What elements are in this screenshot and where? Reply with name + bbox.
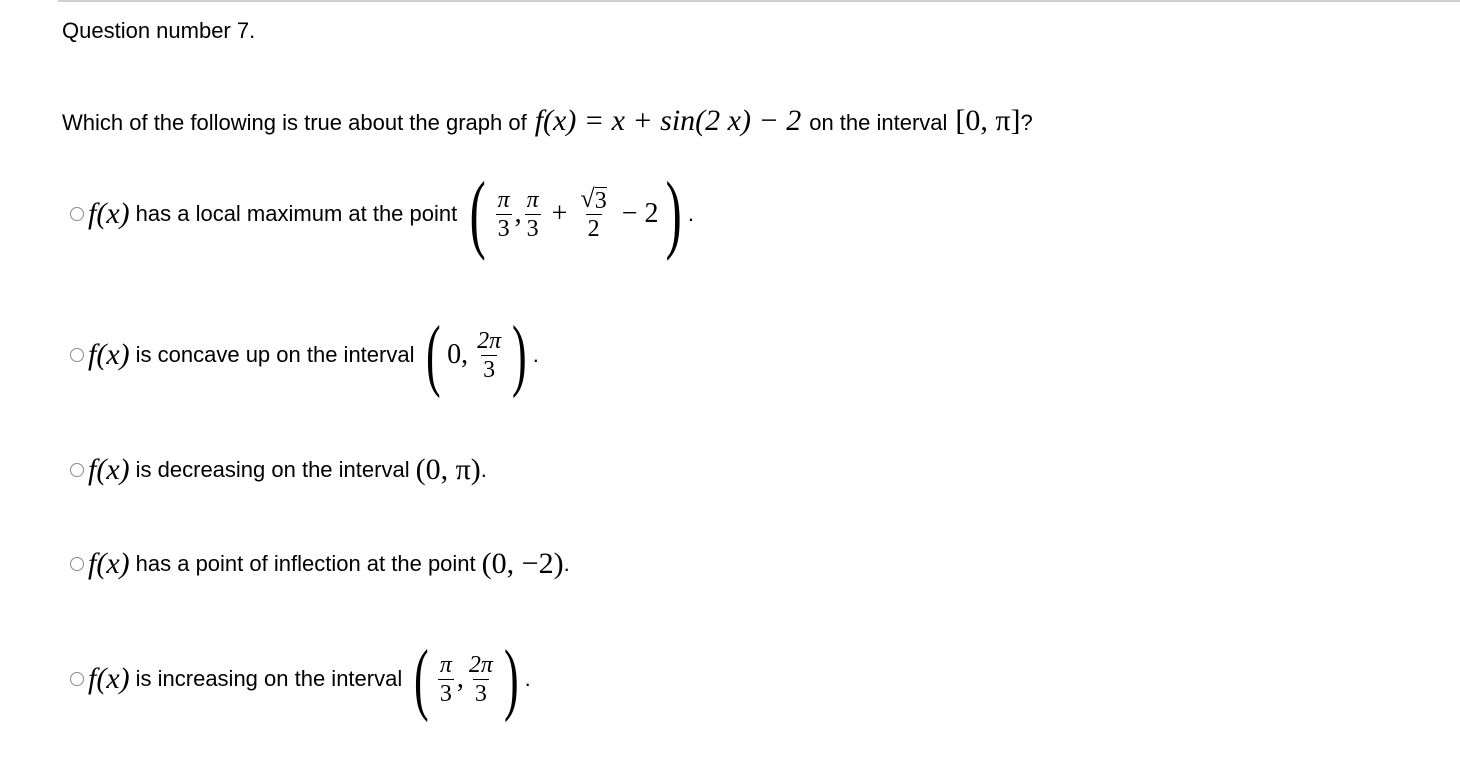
answer-option-4[interactable]: f(x) has a point of inflection at the point (0, −2) . bbox=[70, 544, 570, 584]
answer-option-2[interactable]: f(x) is concave up on the interval ( 0, $\frac{2\pi}{3}$ ) . bbox=[70, 310, 539, 400]
radio-button[interactable] bbox=[70, 557, 84, 571]
right-paren: ) bbox=[665, 165, 682, 262]
right-paren: ) bbox=[503, 635, 519, 723]
question-prompt bbox=[62, 104, 1033, 138]
left-paren: ( bbox=[469, 165, 486, 262]
option-function: f(x) bbox=[88, 662, 130, 695]
option-function: f(x) bbox=[88, 547, 130, 580]
radio-button[interactable] bbox=[70, 348, 84, 362]
option-function: f(x) bbox=[88, 197, 130, 230]
top-divider bbox=[58, 0, 1460, 2]
option-text: has a point of inflection at the point bbox=[135, 551, 476, 576]
prompt-interval: [0, π] bbox=[955, 104, 1021, 137]
answer-option-5[interactable]: f(x) is increasing on the interval ( $\frac{\pi}{3}$ , $\frac{2\pi}{3}$ ) . bbox=[70, 634, 531, 724]
fraction: $\frac{2\pi}{3}$ bbox=[468, 651, 493, 707]
fraction: $\frac{2\pi}{3}$ bbox=[477, 327, 502, 383]
answer-option-3[interactable]: f(x) is decreasing on the interval (0, π) . bbox=[70, 450, 487, 490]
option-math: (0, −2) bbox=[481, 547, 564, 580]
option-math: (0, π) bbox=[415, 453, 481, 486]
fraction: √ 3 2 bbox=[580, 184, 607, 242]
radio-button[interactable] bbox=[70, 207, 84, 221]
option-function: f(x) bbox=[88, 338, 130, 371]
prompt-text-middle: on the interval bbox=[809, 110, 948, 135]
fraction: $\frac{\pi}{3}$ bbox=[526, 186, 539, 242]
left-paren: ( bbox=[426, 311, 442, 399]
option-text: is concave up on the interval bbox=[135, 342, 415, 367]
option-text: has a local maximum at the point bbox=[135, 201, 458, 226]
option-text: is increasing on the interval bbox=[135, 666, 403, 691]
question-number: Question number 7. bbox=[62, 18, 256, 43]
prompt-function: f(x) = x + sin(2 x) − 2 bbox=[534, 104, 802, 137]
prompt-text-before: Which of the following is true about the graph of bbox=[62, 110, 527, 135]
fraction: $\frac{\pi}{3}$ bbox=[497, 186, 510, 242]
left-paren: ( bbox=[414, 635, 429, 723]
fraction: $\frac{\pi}{3}$ bbox=[439, 651, 452, 707]
answer-option-1[interactable]: f(x) has a local maximum at the point ( $\frac{\pi}{3}$ , $\frac{\pi}{3}$ + √ 3 2 − 2 ) . bbox=[70, 164, 694, 264]
option-text: is decreasing on the interval bbox=[135, 457, 410, 482]
option-function: f(x) bbox=[88, 453, 130, 486]
prompt-text-after: ? bbox=[1020, 110, 1033, 135]
right-paren: ) bbox=[512, 311, 527, 399]
radio-button[interactable] bbox=[70, 463, 84, 477]
radio-button[interactable] bbox=[70, 672, 84, 686]
